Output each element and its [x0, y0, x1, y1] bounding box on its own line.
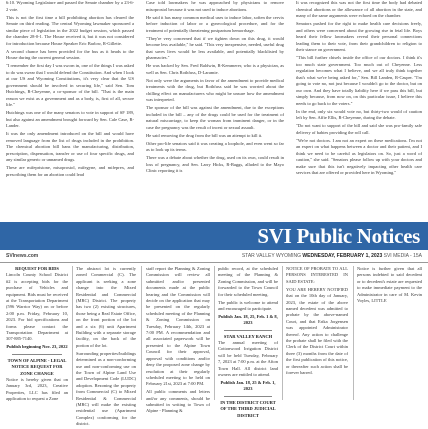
notice-column-6: [357, 266, 422, 306]
notice-column-1: [6, 266, 68, 404]
page-header-strip: [0, 250, 428, 263]
article-paragraph: These are mifepristone, misoprostol, mifegyne, and mifeprex, and prescribing them for an abortion could lead: [6, 165, 134, 177]
article-paragraph: A second chance has been provided for the bus as it heads to the House during the current general session.: [6, 48, 134, 60]
notice-body: staff report the Planning & Zoning Commission will review all submitted and/or presented documents made at the public hearing and the Commission will decide on the application that may be presented on the regularly scheduled meeting of the Planning & Zoning Commission on Tuesday, February 14th, 2023 at 7:00 PM. A recommendation and all associated paperwork will be presented to the Alpine Town Council for their approval, approval with conditions and/or deny the proposed zone change by resolution at their regularly scheduled meeting to be held on February 21st, 2023 at 7:00 PM.: [146, 266, 210, 387]
notice-divider: [224, 330, 272, 331]
article-paragraph: He said it has many common medical uses to induce labor, soften the cervix before induction of labor or a gynecological procedure, and for the treatment of potentially threatening postpartum hemorrhage.: [146, 14, 284, 33]
notice-body: Surrounding properties/buildings determined as a non-conforming use and non-conforming use on the Town of Alpine Land Use and Development Code (LUDC) adoption. Rezoning the property from Commercial (C) to Mixed Residential & Commercial (MRC) will make the existing residential use (Apartment Complex) conforming for the district.: [76, 350, 136, 427]
section-title: SVI Public Notices: [257, 224, 420, 248]
article-column-1: [6, 0, 134, 180]
article-paragraph: "We're not doctors. I am not an expert on these medications. I'm not an expert on what happens between a doctor and their patient, and I think we need to be careful as legislators on. So, just a word of caution," she said. "Senators please follow up with your doctors and make sure that this isn't negatively impacting other health care services that are offered or provided here in Wyoming.": [296, 137, 422, 175]
notice-body: public record, at the scheduled meeting of the Planning & Zoning Commission, and will be forwarded to the Town Council for their scheduled meeting.: [218, 266, 278, 297]
page-info: [242, 250, 422, 263]
article-paragraph: It was recognized this was not the first time the body had debated chemical abortions or the allowance of all abortion in the state, and many of the same arguments were echoed on the chamber.: [296, 0, 422, 18]
article-paragraph: Case told lawmakers he was approached by physicians to remove misoprostol because it was not used to induce abortions.: [146, 0, 284, 12]
article-paragraph: "Do not want to support of the bill and said she was pro-family safe delivery of babies providing the roll call.: [296, 123, 422, 135]
article-paragraph: He said removing the drug from the bill was an attempt to kill it.: [146, 132, 263, 138]
notice-column-4: [218, 266, 278, 419]
article-paragraph: The sponsor of the bill was against the amendment, due to the exceptions included in the bill – any of the drugs could be used for the treatment of natural miscarriage, to keep the woman from imminent danger, or in the case the pregnancy was the result of incest or sexual assault.: [146, 105, 284, 130]
notice-column-5: [286, 266, 348, 378]
article-column-2: [146, 0, 284, 176]
notice-body: YOU ARE HEREBY NOTIFIED that on the 10th day of January, 2023, the estate of the above named decedent was admitted to probate by the above-named Court, and that Erika Jorgensen was appointed Administrator thereof. Any action to challenge the probate shall be filed with the Clerk of the District Court within three (3) months from the date of the first publication of this notice, or thereafter such action shall be forever barred.: [286, 286, 348, 375]
notice-body: The annual meeting of Cottonwood Irrigation District will be held Tuesday, February 7, 2023 at 7:00 p.m. at the Afton Town Hall. All district land owners are entitled to attend.: [218, 340, 278, 378]
notice-column-3: [146, 266, 210, 416]
notice-heading: REQUEST FOR BIDS: [15, 266, 59, 271]
notice-heading: STAR VALLEY RANCH: [223, 333, 273, 339]
notice-body: NOTICE OF PROBATE TO ALL PERSONS INTERESTED IN SAID ESTATE:: [286, 266, 348, 284]
site-link[interactable]: SVInews.com: [6, 253, 39, 259]
article-paragraph: 6:10. Wyoming Legislature and passed the Senate chamber by a 23-6-2 vote.: [6, 0, 134, 12]
notice-body: Lincoln County School District #2 is accepting bids for the purchase of Vehicles and equipment. Bids must be received at the Transportation Department (596 Warrior Way) on or before 2:00 p.m. Friday, February 10, 2023. For bid specifications and forms please contact the Transportation Department at 307-885-7140.: [6, 272, 68, 342]
notice-body: The abstract lot is currently zoned Commercial (C). The applicant is seeking a zone change into the Mixed Residential and Commercial (MRC) District. The property has two (2) existing structures, those being a Real Estate Office, on the front portion of the lot and a six (6) unit Apartment Building with a separate storage facility, on the back of the portion of the lot.: [76, 266, 136, 348]
notice-body: All public comments and letters and/or any comments, should be submitted in writing to Town of Alpine - Planning &: [146, 389, 210, 414]
article-paragraph: This is not the first time a bill prohibiting abortion has cleared the Senate on third reading. The central Wyoming lawmaker sponsored a similar piece of legislation in the 2022 budget session, which passed the chamber 28-0-1. The House received it, but it was not considered for introduction because House Speaker Eric Barlow, R-Gillette.: [6, 14, 134, 46]
column-divider: [72, 266, 73, 400]
notice-divider: [224, 396, 272, 397]
article-paragraph: He was backed by Sen. Fred Baldwin, R-Kemmerer, who is a physician, as well as Sen. Chris Rothfuss, D-Laramie.: [146, 63, 284, 75]
section-banner: [0, 222, 428, 250]
notice-body: The public is welcome to attend and encouraged to participate.: [218, 299, 278, 311]
section-page: SVI MEDIA - 15A: [383, 253, 422, 259]
issue-date: WEDNESDAY, FEBRUARY 1, 2023: [302, 253, 383, 259]
paper-name: STAR VALLEY WYOMING: [241, 253, 302, 259]
article-paragraph: There was a debate about whether the drug, used on its own, could result in loss of pregnancy, and Sen. Larry Hicks, R-Baggs, alluded to the Mayo Clinic reporting it is: [146, 155, 284, 173]
article-paragraph: Other pro-life senators said it was creating a loophole, and even went so far as to look up its terms.: [146, 140, 284, 152]
publish-line: Publish beginning Nov. 23, 2022: [6, 344, 68, 350]
article-column-3: [296, 0, 422, 178]
notice-body: Notice is hereby given that on January 3rd, 2023, Creative Properties, LLC has filed an application to request a Zone: [6, 377, 68, 402]
article-paragraph: "They're very concerned that if we tighten down on this drug, it would become less available," he said. "This very inexpensive, needed, useful drug that saves lives would be less available, and potentially blacklisted by pharmacies.": [146, 35, 284, 60]
notice-divider: [12, 354, 62, 355]
article-paragraph: Senators pushed for the right to make health care decisions freely, and others were concerned about the growing rise in fetal life. Boys heard their fellow lawmakers reveal their personal connections leading them to their vote, from their grandchildren to religion to their stance on government.: [296, 21, 422, 52]
article-paragraph: Not only were the arguments in favor of the amendment to provide medical treatments with the drug, but Rothfuss said he was worried about the chilling effect on manufacturers who might be unsure how the amendment was interpreted.: [146, 77, 284, 102]
article-paragraph: Hutchings was one of the many senators to vote in support of SF 189, but also against an amendment brought forward by Sen. Cale Case, R-Lander.: [6, 110, 134, 128]
column-divider: [141, 266, 142, 400]
notice-body: Notice is further given that all persons indebted to said decedent or to decedent's estate are requested to make immediate payment to the Administrator in care of M. Kevin Voyles, LITTLE: [357, 266, 422, 304]
notice-heading: IN THE DISTRICT COURT OF THE THIRD JUDICIAL DISTRICT: [220, 399, 276, 418]
notice-heading: TOWN OF ALPINE - LEGAL NOTICE REQUEST FOR ZONE CHANGE: [7, 357, 67, 376]
column-divider: [282, 266, 283, 400]
notice-column-2: [76, 266, 136, 429]
publish-line: Publish Jan. 18, 25, Feb. 1 & 8, 2023: [218, 313, 278, 326]
article-paragraph: "This bill further chisels inside the office of our doctors. I think it's too much state government. Too much out of Cheyenne. Less regulation becomes what I believe, and we all truly think together that's what we're being asked for," Sen. Bill Landen, R-Casper. "I'm going to vote no, not just because I wouldn't go to the doctor, but on our own. And they have totally liability here if we pass this bill, but simply because, from now on, on this particular issue, I believe this needs to go back to the voters.": [296, 55, 422, 106]
publish-line: Publish Jan. 18, 25 & Feb. 1, 2023: [220, 380, 276, 392]
article-paragraph: "I remember the first day I was sworn in, one of the things I was asked to do was swear that I would defend the Constitution. And when I look at our US and Wyoming Constitutions, it's very clear that the US government should be involved in securing life," said Sen. Tom Hutchings, R-Cheyenne, a co-sponsor of the bill. "That is the main reason we exist as a government and as a body, is, first of all, secure life.": [6, 63, 134, 107]
column-divider: [353, 266, 354, 400]
column-divider: [214, 266, 215, 400]
article-paragraph: It was the only amendment introduced on the bill and would have removed language from the list of drugs included in the prohibition. The chemical abortion bill bans the manufacturing, distribution, prescription, dispensation, transfer or use of four specific drugs, and any similar generic or unnamed drugs.: [6, 131, 134, 162]
article-paragraph: In the end, only six would vote no, but thirty-two would of caution left by Sen. Affie Ellis, R-Cheyenne, during the debate.: [296, 108, 422, 120]
